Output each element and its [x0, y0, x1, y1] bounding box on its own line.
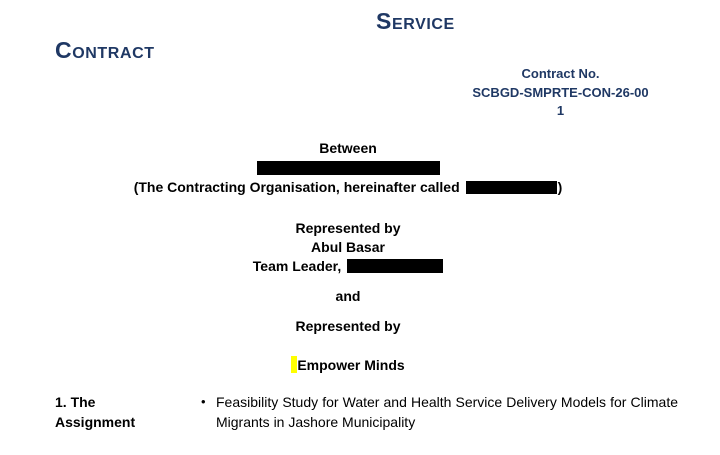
contracting-organisation-line [0, 179, 696, 195]
redaction-bar-team-leader-org [347, 259, 443, 273]
service-heading: SERVICE [376, 8, 455, 34]
redaction-bar-organisation-name [257, 161, 440, 175]
bullet-marker: • [201, 394, 206, 409]
second-party-line [0, 356, 696, 373]
contracting-line-suffix: ) [557, 179, 563, 195]
contracting-line-prefix: (The Contracting Organisation, hereinafter called [133, 179, 460, 195]
redaction-bar-short-name [466, 181, 557, 194]
assignment-bullet-text: Feasibility Study for Water and Health Service Delivery Models for Climate Migrants in Jashore Municipality [216, 394, 678, 430]
first-party-redaction-row [0, 159, 696, 175]
second-party-name: Empower Minds [297, 357, 405, 373]
first-party-representative-name: Abul Basar [311, 239, 385, 255]
team-leader-line [0, 258, 696, 274]
represented-by-second: Represented by [295, 318, 401, 334]
and-label: and [335, 288, 361, 304]
contract-no-block [462, 65, 659, 121]
assignment-section-label: 1. The Assignment [55, 394, 136, 430]
represented-by-first: Represented by [295, 220, 401, 236]
contract-no-value-line1: SCBGD-SMPRTE-CON-26-00 [472, 84, 649, 100]
team-leader-prefix: Team Leader, [252, 258, 342, 274]
contract-no-label: Contract No. [521, 66, 600, 81]
contract-heading: CONTRACT [55, 37, 155, 63]
assignment-bullet-row [201, 392, 678, 432]
between-label: Between [319, 140, 377, 156]
contract-no-value-line2: 1 [556, 103, 565, 118]
